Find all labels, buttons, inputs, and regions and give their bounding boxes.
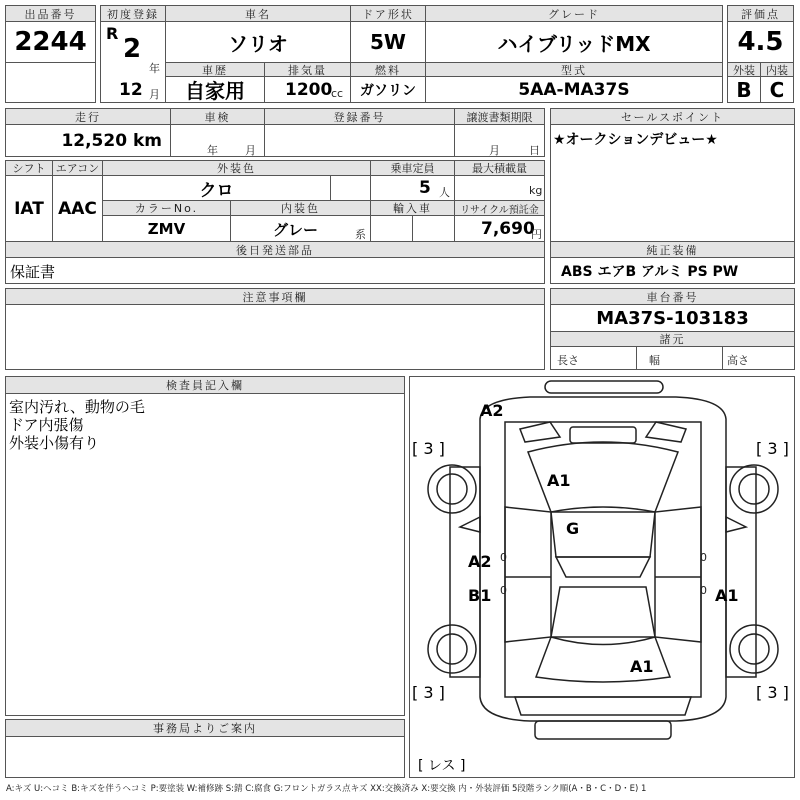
max-load-unit: kg [529, 184, 543, 197]
color-no-label: カラーNo. [102, 200, 231, 216]
grade-label: グレード [425, 5, 723, 22]
transfer-doc-cell [454, 124, 545, 157]
max-load-cell [454, 175, 545, 201]
specs-length [550, 346, 637, 370]
car-body-outline [480, 397, 726, 721]
transfer-doc-label: 譲渡書類期限 [454, 108, 545, 125]
inspection-month-unit: 月 [245, 144, 256, 157]
history-text: 自家用 [185, 79, 245, 103]
tire-tl-score: [ 3 ] [412, 439, 445, 458]
capacity-label: 乗車定員 [370, 160, 455, 176]
capacity-value: 5 [419, 178, 431, 198]
fuel-text: ガソリン [360, 82, 416, 99]
ac-text: AAC [58, 198, 97, 219]
int-score [760, 76, 794, 103]
specs-length-label: 長さ [557, 354, 579, 367]
fuel-value [350, 76, 426, 103]
ext-score-text: B [736, 77, 752, 102]
genuine-equip-cell [550, 257, 795, 284]
right-mirror [726, 517, 746, 532]
car-name [165, 21, 351, 63]
first-reg-cell [100, 21, 166, 103]
inspector-cell [5, 393, 405, 716]
first-reg-label: 初度登録 [100, 5, 166, 22]
displacement-unit: cc [331, 87, 344, 100]
specs-width-label: 幅 [649, 354, 660, 367]
left-side-panel [505, 507, 551, 642]
mileage-unit: km [132, 131, 162, 151]
recycle-value: 7,690 [481, 219, 535, 239]
notes-cell [5, 304, 545, 370]
inspector-line-1: 室内汚れ、動物の毛 [9, 398, 145, 416]
model-value [425, 76, 723, 103]
shift-value [5, 175, 53, 242]
specs-height [722, 346, 795, 370]
sales-point-label: セールスポイント [550, 108, 795, 125]
mark-left-front: A2 [468, 552, 492, 571]
displacement-cell [264, 76, 351, 103]
first-reg-era: R [106, 24, 119, 43]
ext-color-value [102, 175, 331, 201]
model-label: 型式 [425, 62, 723, 77]
shift-text: IAT [14, 198, 44, 219]
score-label: 評価点 [727, 5, 794, 22]
transfer-month-unit: 月 [489, 144, 500, 157]
car-outline-svg [410, 377, 796, 779]
inspector-line-2: ドア内張傷 [9, 416, 84, 434]
rear-bumper [535, 721, 671, 739]
door-label: ドア形状 [350, 5, 426, 22]
max-load-label: 最大積載量 [454, 160, 545, 176]
first-reg-month: 12 [119, 80, 143, 100]
specs-height-label: 高さ [727, 354, 749, 367]
mark-roof: A1 [547, 471, 571, 490]
chassis-text: MA37S-103183 [596, 307, 749, 329]
color-no-text: ZMV [147, 219, 186, 238]
mark-rear: A1 [630, 657, 654, 676]
mark-top: A2 [480, 401, 504, 420]
inspector-label: 検査員記入欄 [5, 376, 405, 394]
int-color-unit: 系 [355, 228, 366, 241]
zero-left-2: 0 [500, 584, 507, 597]
door-text: 5W [370, 30, 406, 54]
tire-tr-score: [ 3 ] [756, 439, 789, 458]
lot-label: 出品番号 [5, 5, 96, 22]
tire-br-score: [ 3 ] [756, 683, 789, 702]
chassis-value [550, 304, 795, 332]
chassis-label: 車台番号 [550, 288, 795, 305]
spare-tire-score: [ レス ] [418, 758, 466, 774]
zero-left-1: 0 [500, 551, 507, 564]
tire-bl-score: [ 3 ] [412, 683, 445, 702]
door-value [350, 21, 426, 63]
tire-rear-right [730, 625, 778, 673]
int-color-label: 内装色 [230, 200, 371, 216]
front-left-light [520, 422, 560, 442]
reg-no-cell [264, 124, 455, 157]
lot-number-text: 2244 [14, 27, 87, 57]
reg-no-label: 登録番号 [264, 108, 455, 125]
first-reg-month-unit: 月 [149, 88, 160, 101]
import-label: 輸入車 [370, 200, 455, 216]
tire-front-right [730, 465, 778, 513]
model-text: 5AA-MA37S [518, 79, 630, 100]
grade-value [425, 21, 723, 63]
capacity-unit: 人 [439, 186, 450, 199]
fuel-label: 燃料 [350, 62, 426, 77]
recycle-cell [454, 215, 545, 242]
score-value [727, 21, 794, 63]
ext-color-extra [330, 175, 371, 201]
legend-text: A:キズ U:ヘコミ B:キズを伴うヘコミ P:要塗装 W:補修跡 S:錆 C:腐食 G:フロントガラス点キズ XX:交換済み X:要交換 内・外装評価 5段階ランク順(A・B・C・D・E) 1 [6, 784, 647, 794]
mileage-label: 走行 [5, 108, 171, 125]
int-color-value: グレー [273, 221, 319, 239]
mileage-cell [5, 124, 171, 157]
genuine-equip-value: ABS エアB アルミ PS PW [561, 264, 739, 280]
tire-front-right-inner [739, 474, 769, 504]
inspection-cell [170, 124, 265, 157]
ac-label: エアコン [52, 160, 103, 176]
inspection-year-unit: 年 [207, 144, 218, 157]
car-name-text: ソリオ [228, 31, 288, 56]
tire-rear-left [428, 625, 476, 673]
later-parts-value: 保証書 [10, 263, 56, 281]
first-reg-year-unit: 年 [149, 62, 160, 75]
tire-front-left-inner [437, 474, 467, 504]
lot-number [5, 21, 96, 63]
left-mirror [460, 517, 480, 532]
right-side-panel [655, 507, 701, 642]
int-color-cell [230, 215, 371, 242]
history-value [165, 76, 265, 103]
notes-label: 注意事項欄 [5, 288, 545, 305]
displacement-value: 1200 [285, 80, 333, 100]
sales-point-text: ★オークションデビュー★ [553, 132, 718, 148]
ext-score-label: 外装 [727, 62, 761, 77]
sales-point-cell [550, 124, 795, 242]
later-parts-cell [5, 257, 545, 284]
recycle-label: リサイクル預託金 [454, 200, 545, 216]
genuine-equip-label: 純正装備 [550, 241, 795, 258]
tire-rear-right-inner [739, 634, 769, 664]
rear-roof [551, 587, 655, 637]
import-cell-b [412, 215, 455, 242]
grade-text: ハイブリッドMX [497, 31, 651, 56]
specs-label: 諸元 [550, 331, 795, 347]
ac-value [52, 175, 103, 242]
ext-color-label: 外装色 [102, 160, 371, 176]
import-cell-a [370, 215, 413, 242]
ext-color-text: クロ [199, 180, 234, 201]
front-right-light [646, 422, 686, 442]
tire-rear-left-inner [437, 634, 467, 664]
int-score-label: 内装 [760, 62, 794, 77]
office-cell [5, 736, 405, 778]
mileage-number: 12,520 [61, 131, 128, 151]
glass-area [556, 557, 650, 577]
later-parts-label: 後日発送部品 [5, 241, 545, 258]
vehicle-damage-diagram [409, 376, 795, 778]
specs-width [636, 346, 723, 370]
mark-right-rear: A1 [715, 586, 739, 605]
recycle-unit: 円 [531, 228, 542, 241]
int-score-text: C [769, 77, 785, 102]
inspection-label: 車検 [170, 108, 265, 125]
history-label: 車歴 [165, 62, 265, 77]
transfer-day-unit: 日 [529, 144, 540, 157]
car-name-label: 車名 [165, 5, 351, 22]
front-bumper [545, 381, 663, 393]
tire-front-left [428, 465, 476, 513]
rear-bumper-inner [515, 697, 691, 715]
inspector-line-3: 外装小傷有り [9, 434, 100, 452]
color-no-value [102, 215, 231, 242]
mark-left-rear: B1 [468, 586, 492, 605]
shift-label: シフト [5, 160, 53, 176]
mark-glass: G [566, 519, 580, 538]
office-label: 事務局よりご案内 [5, 719, 405, 737]
front-grille [570, 427, 636, 443]
car-body-inner [505, 422, 701, 697]
displacement-label: 排気量 [264, 62, 351, 77]
zero-right-1: 0 [700, 551, 707, 564]
ext-score [727, 76, 761, 103]
score-text: 4.5 [737, 27, 784, 57]
mileage-value [61, 131, 162, 151]
first-reg-year: 2 [123, 34, 142, 64]
capacity-cell [370, 175, 455, 201]
zero-right-2: 0 [700, 584, 707, 597]
lot-empty [5, 62, 96, 103]
